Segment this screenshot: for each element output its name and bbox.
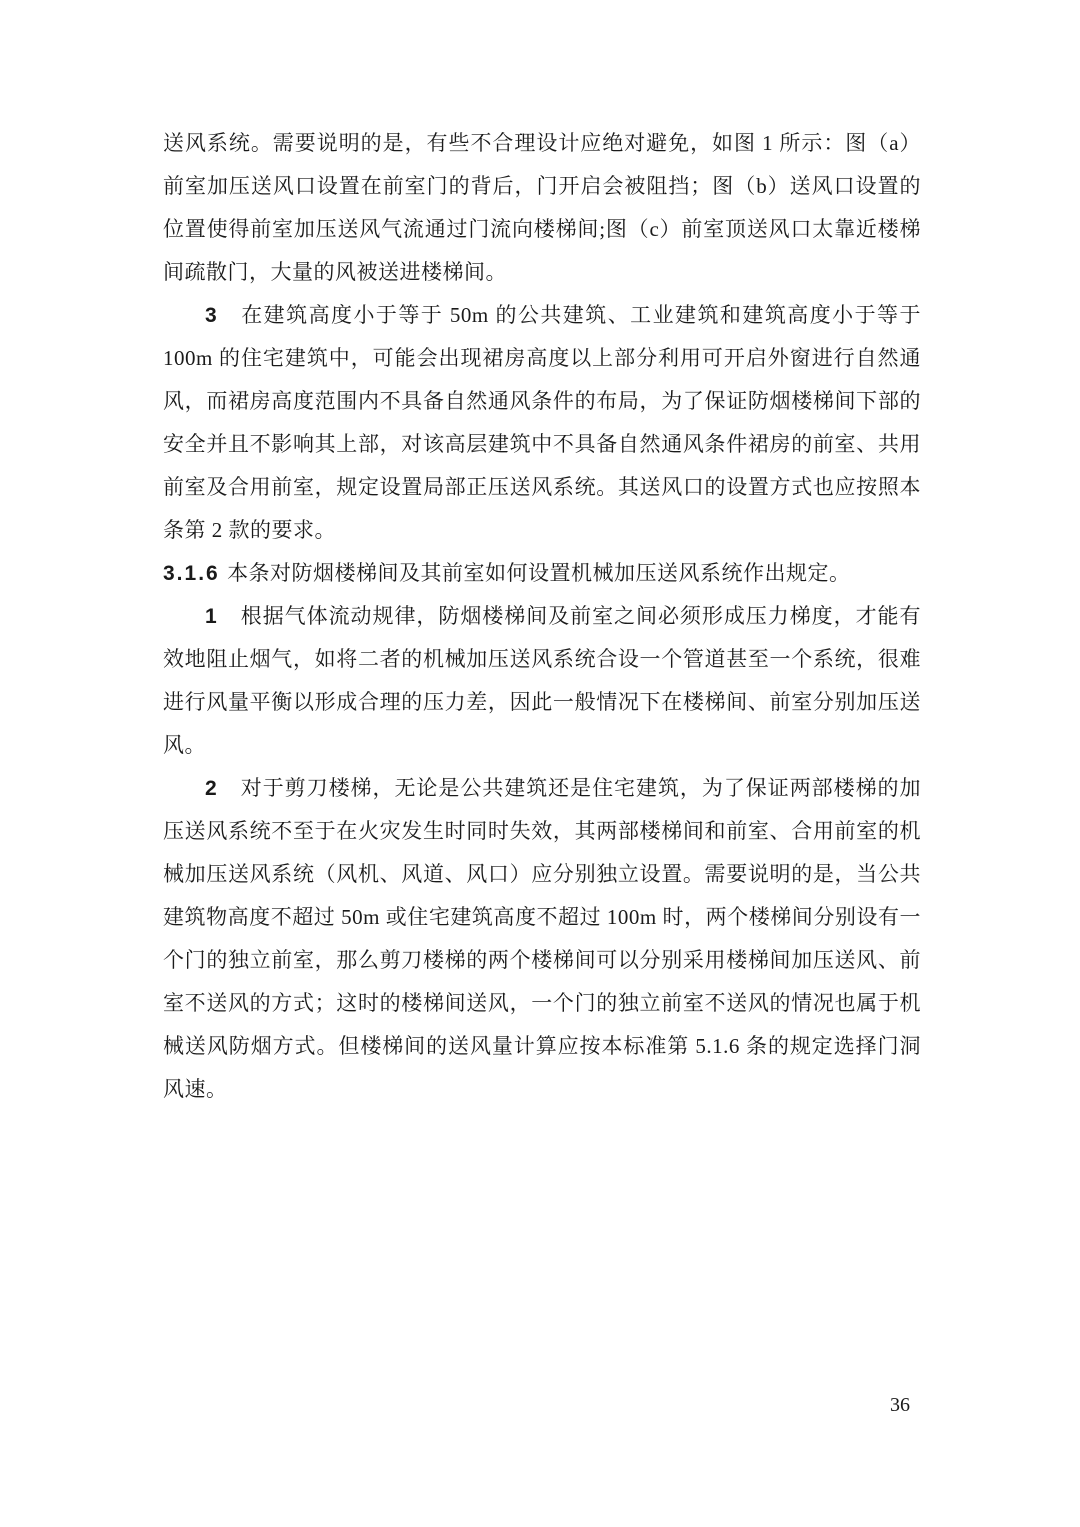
text-block <box>163 122 921 1111</box>
clause-number: 3.1.6 <box>163 562 220 585</box>
paragraph-number: 3 <box>205 304 218 327</box>
paragraph-item-2 <box>163 767 921 1111</box>
paragraph-text: 在建筑高度小于等于 50m 的公共建筑、工业建筑和建筑高度小于等于 100m 的住宅建筑中，可能会出现裙房高度以上部分利用可开启外窗进行自然通风，而裙房高度范围内不具备自然通风条件的布局，为了保证防烟楼梯间下部的安全并且不影响其上部，对该高层建筑中不具备自然通风条件裙房的前室、共用前室及合用前室，规定设置局部正压送风系统。其送风口的设置方式也应按照本条第 2 款的要求。 <box>163 303 921 542</box>
paragraph-text: 送风系统。需要说明的是，有些不合理设计应绝对避免，如图 1 所示：图（a）前室加压送风口设置在前室门的背后，门开启会被阻挡；图（b）送风口设置的位置使得前室加压送风气流通过门流向楼梯间;图（c）前室顶送风口太靠近楼梯间疏散门，大量的风被送进楼梯间。 <box>163 131 921 284</box>
paragraph-continuation <box>163 122 921 294</box>
paragraph-number: 2 <box>205 777 218 800</box>
clause-3-1-6 <box>163 552 921 595</box>
paragraph-text: 对于剪刀楼梯，无论是公共建筑还是住宅建筑，为了保证两部楼梯的加压送风系统不至于在火灾发生时同时失效，其两部楼梯间和前室、合用前室的机械加压送风系统（风机、风道、风口）应分别独立设置。需要说明的是，当公共建筑物高度不超过 50m 或住宅建筑高度不超过 100m 时，两个楼梯间分别设有一个门的独立前室，那么剪刀楼梯的两个楼梯间可以分别采用楼梯间加压送风、前室不送风的方式；这时的楼梯间送风，一个门的独立前室不送风的情况也属于机械送风防烟方式。但楼梯间的送风量计算应按本标准第 5.1.6 条的规定选择门洞风速。 <box>163 776 921 1101</box>
page-number: 36 <box>890 1394 910 1416</box>
paragraph-item-1 <box>163 595 921 767</box>
paragraph-item-3 <box>163 294 921 552</box>
paragraph-text: 根据气体流动规律，防烟楼梯间及前室之间必须形成压力梯度，才能有效地阻止烟气，如将二者的机械加压送风系统合设一个管道甚至一个系统，很难进行风量平衡以形成合理的压力差，因此一般情况下在楼梯间、前室分别加压送风。 <box>163 604 921 757</box>
paragraph-number: 1 <box>205 605 218 628</box>
clause-text: 本条对防烟楼梯间及其前室如何设置机械加压送风系统作出规定。 <box>227 561 851 585</box>
